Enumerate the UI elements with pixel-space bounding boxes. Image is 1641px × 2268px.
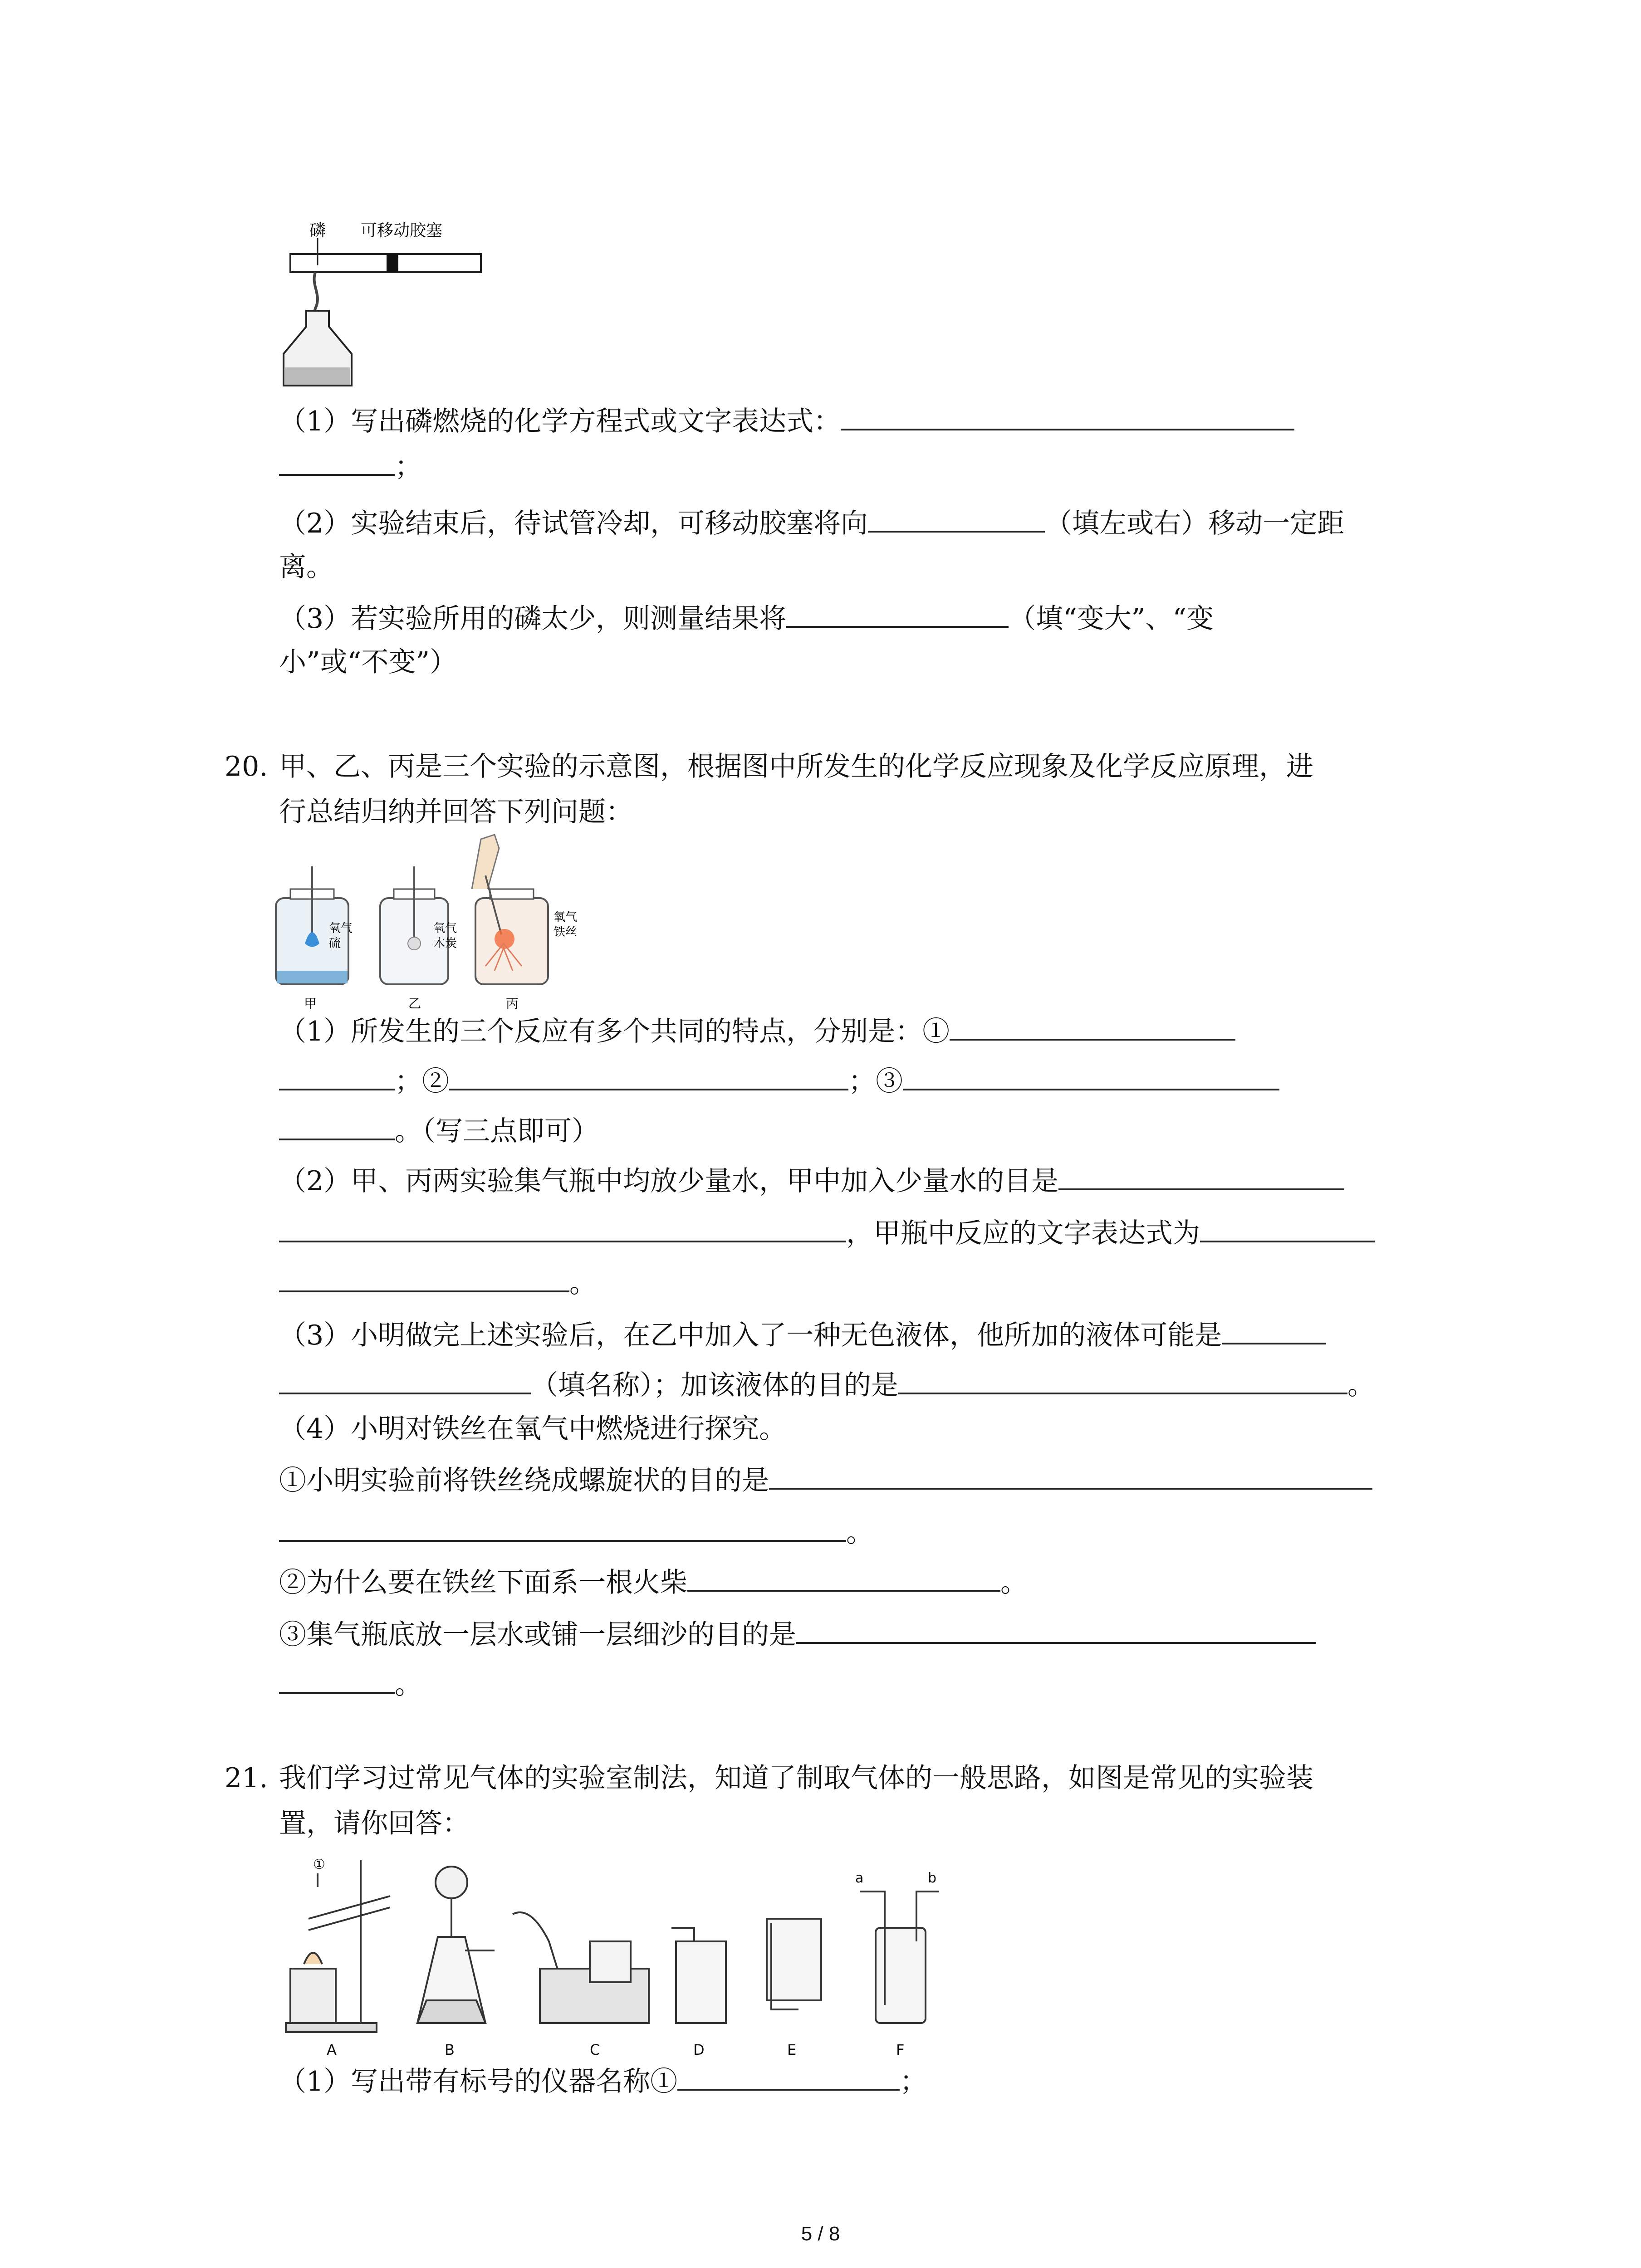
- caption-B: B: [445, 2041, 455, 2058]
- glass-tube: [290, 254, 481, 272]
- q20-intro-1: 甲、乙、丙是三个实验的示意图，根据图中所发生的化学反应现象及化学反应原理，进: [279, 751, 1313, 782]
- marker-2: ；②: [395, 1066, 449, 1097]
- combustion-experiments-figure: [272, 830, 617, 1012]
- q20-part4-1-blank-cont[interactable]: [279, 1513, 846, 1542]
- q19-part2-text: （2）实验结束后，待试管冷却，可移动胶塞将向: [279, 508, 868, 539]
- q19-part1-blank[interactable]: [841, 401, 1294, 430]
- marker-3: ；③: [848, 1066, 903, 1097]
- movable-stopper: [387, 254, 398, 272]
- q19-part3-cont: 小”或“不变”）: [279, 646, 457, 678]
- caption-C: C: [590, 2041, 600, 2058]
- q20-blank-3-cont[interactable]: [279, 1111, 395, 1140]
- q20-part4-2-text: ②为什么要在铁丝下面系一根火柴: [279, 1567, 687, 1598]
- caption-bing: 丙: [506, 996, 519, 1011]
- q19-part3-text: （3）若实验所用的磷太少，则测量结果将: [279, 603, 787, 635]
- caption-E: E: [787, 2041, 797, 2058]
- apparatus-A: [286, 1857, 390, 2058]
- q21-part1-blank[interactable]: [677, 2062, 900, 2091]
- period: 。: [569, 1267, 597, 1299]
- jar-jia: [276, 866, 353, 1011]
- q20-intro-2: 行总结归纳并回答下列问题：: [279, 796, 633, 828]
- apparatus-C: [513, 1912, 649, 2058]
- jar-bing: [472, 835, 577, 1011]
- phosphorus-apparatus-figure: [272, 218, 485, 399]
- q19-part1-blank-cont[interactable]: [279, 447, 395, 476]
- bing-label-iron-wire: 铁丝: [554, 925, 578, 939]
- q20-part4-1-text: ①小明实验前将铁丝绕成螺旋状的目的是: [279, 1465, 769, 1496]
- period: 。: [1000, 1567, 1028, 1598]
- q21-intro-1: 我们学习过常见气体的实验室制法，知道了制取气体的一般思路，如图是常见的实验装: [279, 1762, 1313, 1794]
- q20-part2-text-2: ，甲瓶中反应的文字表达式为: [846, 1217, 1200, 1249]
- caption-D: D: [693, 2041, 705, 2058]
- stopper-label: 可移动胶塞: [361, 221, 443, 240]
- q19-part2-blank[interactable]: [868, 503, 1045, 533]
- page-number: 5 / 8: [801, 2223, 840, 2245]
- q20-part2-blank-2[interactable]: [1200, 1213, 1375, 1242]
- apparatus-E: [767, 1919, 821, 2058]
- q20-number: 20.: [225, 751, 268, 782]
- apparatus-F: [855, 1870, 939, 2058]
- q20-part3-blank-cont[interactable]: [279, 1365, 531, 1394]
- semicolon: ；: [900, 2066, 927, 2097]
- caption-A: A: [327, 2041, 337, 2058]
- q19-part3-hint: （填“变大”、“变: [1009, 603, 1214, 635]
- q20-part2-blank-2-cont[interactable]: [279, 1263, 569, 1292]
- q20-part3-blank-2[interactable]: [898, 1365, 1347, 1394]
- q20-part2-text: （2）甲、丙两实验集气瓶中均放少量水，甲中加入少量水的目是: [279, 1165, 1059, 1197]
- q20-part4-3-text: ③集气瓶底放一层水或铺一层细沙的目的是: [279, 1619, 796, 1651]
- period: 。: [1347, 1369, 1375, 1401]
- q20-part4-3-blank-cont[interactable]: [279, 1665, 395, 1694]
- q20-part3-blank[interactable]: [1222, 1315, 1326, 1344]
- jia-label-oxygen: 氧气: [329, 922, 353, 935]
- q21-part1-text: （1）写出带有标号的仪器名称①: [279, 2066, 678, 2097]
- apparatus-D: [671, 1928, 726, 2058]
- q20-part3-text: （3）小明做完上述实验后，在乙中加入了一种无色液体，他所加的液体可能是: [279, 1320, 1222, 1351]
- q20-part2-blank[interactable]: [1058, 1161, 1344, 1190]
- q20-blank-3[interactable]: [903, 1061, 1279, 1090]
- apparatus-B: [417, 1867, 495, 2058]
- q20-part1-text: （1）所发生的三个反应有多个共同的特点，分别是：①: [279, 1016, 950, 1047]
- q19-part2-hint: （填左或右）移动一定距: [1045, 508, 1345, 539]
- q20-part4-1-blank[interactable]: [769, 1461, 1372, 1490]
- port-a-label: a: [855, 1870, 864, 1886]
- q20-part1-note: 。（写三点即可）: [395, 1115, 599, 1147]
- caption-jia: 甲: [304, 996, 317, 1011]
- q19-part1-text: （1）写出磷燃烧的化学方程式或文字表达式：: [279, 406, 841, 437]
- period: 。: [395, 1669, 422, 1701]
- q20-part4-2-blank[interactable]: [687, 1563, 1000, 1592]
- q20-part4-3-blank[interactable]: [796, 1615, 1316, 1644]
- q20-part2-blank-cont[interactable]: [279, 1213, 846, 1242]
- q20-part4-text: （4）小明对铁丝在氧气中燃烧进行探究。: [279, 1413, 787, 1445]
- yi-label-oxygen: 氧气: [433, 922, 457, 935]
- label-marker-1: ①: [313, 1857, 325, 1872]
- bing-label-oxygen: 氧气: [554, 910, 578, 924]
- jia-label-sulfur: 硫: [329, 937, 341, 950]
- phosphorus-label: 磷: [309, 221, 326, 240]
- q20-blank-2[interactable]: [449, 1061, 848, 1090]
- caption-F: F: [896, 2041, 905, 2058]
- q21-number: 21.: [225, 1762, 268, 1794]
- yi-label-charcoal: 木炭: [433, 937, 457, 950]
- q20-blank-1-cont[interactable]: [279, 1061, 395, 1090]
- q19-part3-blank[interactable]: [786, 599, 1009, 628]
- period: 。: [846, 1517, 873, 1549]
- caption-yi: 乙: [408, 996, 421, 1011]
- gas-apparatus-figure: [277, 1851, 957, 2059]
- q20-blank-1[interactable]: [950, 1012, 1235, 1041]
- q19-part2-cont: 离。: [279, 551, 333, 583]
- jar-yi: [380, 866, 457, 1011]
- semicolon: ；: [395, 451, 422, 483]
- q20-part3-text-2: （填名称）；加该液体的目的是: [531, 1369, 898, 1401]
- q21-intro-2: 置，请你回答：: [279, 1808, 470, 1839]
- port-b-label: b: [928, 1870, 937, 1886]
